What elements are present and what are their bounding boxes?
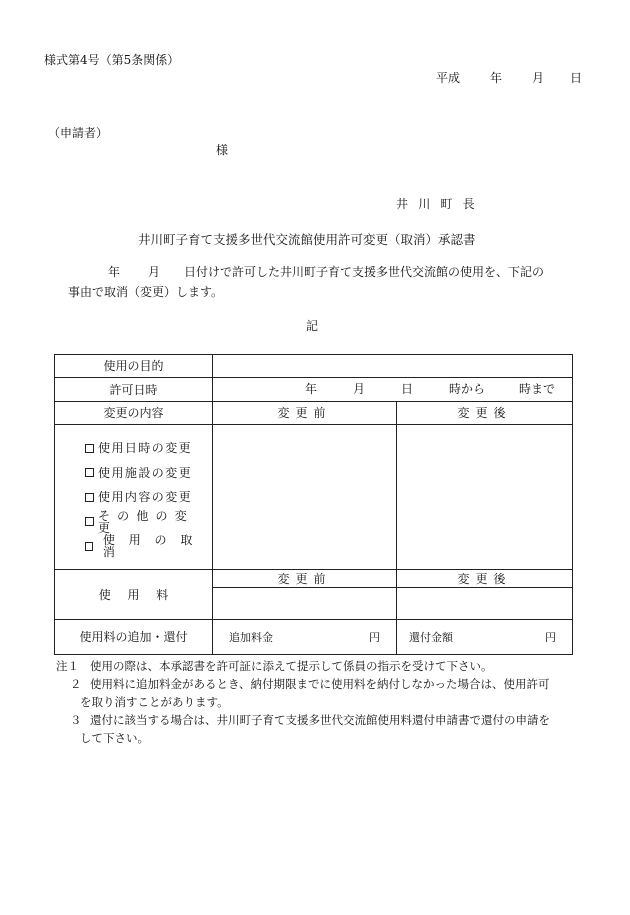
row-permit [55,378,573,402]
permit-day-unit: 日 [401,381,414,396]
form-number: 様式第4号（第5条関係） [44,53,180,67]
body-year-unit: 年 [108,265,121,279]
permit-month-unit: 月 [353,381,366,396]
permit-to-unit: 時まで [519,381,556,396]
note-number: ３ [70,713,82,727]
check-item-date[interactable] [85,436,212,461]
before-header: 変更前 [213,402,397,425]
fee-before-header: 変更前 [213,570,397,588]
body-line2: 事由で取消（変更）します。 [68,285,224,299]
checkbox-icon[interactable] [85,542,93,551]
era-label: 平成 [436,71,461,85]
row-adjust [55,620,573,655]
check-label: 使用内容の変更 [98,490,193,504]
body-month-unit: 月 [148,265,161,279]
permit-year-unit: 年 [305,381,318,396]
note-text: 使用料に追加料金があるとき、納付期限までに使用料を納付しなかった場合は、使用許可 [90,677,550,691]
month-unit: 月 [532,71,545,85]
change-before-value[interactable] [213,425,397,570]
fee-after-value[interactable] [397,588,573,620]
refund-cell[interactable] [397,620,573,655]
checkbox-icon[interactable] [85,444,94,453]
check-item-other[interactable] [85,509,212,534]
permit-label: 許可日時 [55,378,213,402]
note-number: 注１ [56,659,79,673]
fee-label: 使用料 [55,570,213,620]
note-2-cont: を取り消すことがあります。 [80,695,229,709]
change-after-value[interactable] [397,425,573,570]
body-paragraph [68,266,588,306]
add-fee-label: 追加料金 [229,630,273,644]
note-2 [70,676,550,693]
checkbox-icon[interactable] [85,493,94,502]
fee-before-value[interactable] [213,588,397,620]
after-header: 変更後 [397,402,573,425]
fee-after-header: 変更後 [397,570,573,588]
check-item-facility[interactable] [85,460,212,485]
applicant-honorific: 様 [216,143,229,157]
document-title: 井川町子育て支援多世代交流館使用許可変更（取消）承認書 [138,232,476,247]
note-1 [56,658,493,675]
permit-from-unit: 時から [449,381,486,396]
row-change-content [55,425,573,570]
permit-value[interactable] [213,378,573,402]
checkbox-icon[interactable] [85,517,94,526]
check-label: 使用日時の変更 [98,441,193,455]
check-label: その他の変更 [97,508,194,535]
add-fee-yen: 円 [369,630,380,644]
note-number: ２ [70,677,82,691]
adjust-label: 使用料の追加・還付 [55,620,213,655]
purpose-value[interactable] [213,355,573,378]
change-checklist [55,425,213,570]
row-change-header [55,402,573,425]
add-fee-cell[interactable] [213,620,397,655]
refund-label: 還付金額 [409,630,453,644]
check-item-content[interactable] [85,485,212,510]
ki-mark: 記 [306,319,319,333]
purpose-label: 使用の目的 [55,355,213,378]
row-purpose [55,355,573,378]
check-label: 使用施設の変更 [98,465,193,480]
body-line1: 日付けで許可した井川町子育て支援多世代交流館の使用を、下記の [184,265,545,279]
note-3 [70,712,550,729]
date-line [436,72,586,86]
year-unit: 年 [490,71,503,85]
checkbox-icon[interactable] [85,468,94,477]
note-3-cont: して下さい。 [80,731,149,745]
check-label: 使用の取消 [102,533,207,559]
note-text: 使用の際は、本承認書を許可証に添えて提示して係員の指示を受けて下さい。 [90,659,493,673]
row-fee-header [55,570,573,588]
change-label: 変更の内容 [55,402,213,425]
check-item-cancel[interactable] [85,534,212,559]
applicant-label: （申請者） [48,126,109,140]
note-text: 還付に該当する場合は、井川町子育て支援多世代交流館使用料還付申請書で還付の申請を [90,713,550,727]
issuer-name: 井川町長 [396,197,485,211]
refund-yen: 円 [545,630,556,644]
day-unit: 日 [570,71,583,85]
approval-table [54,354,573,655]
